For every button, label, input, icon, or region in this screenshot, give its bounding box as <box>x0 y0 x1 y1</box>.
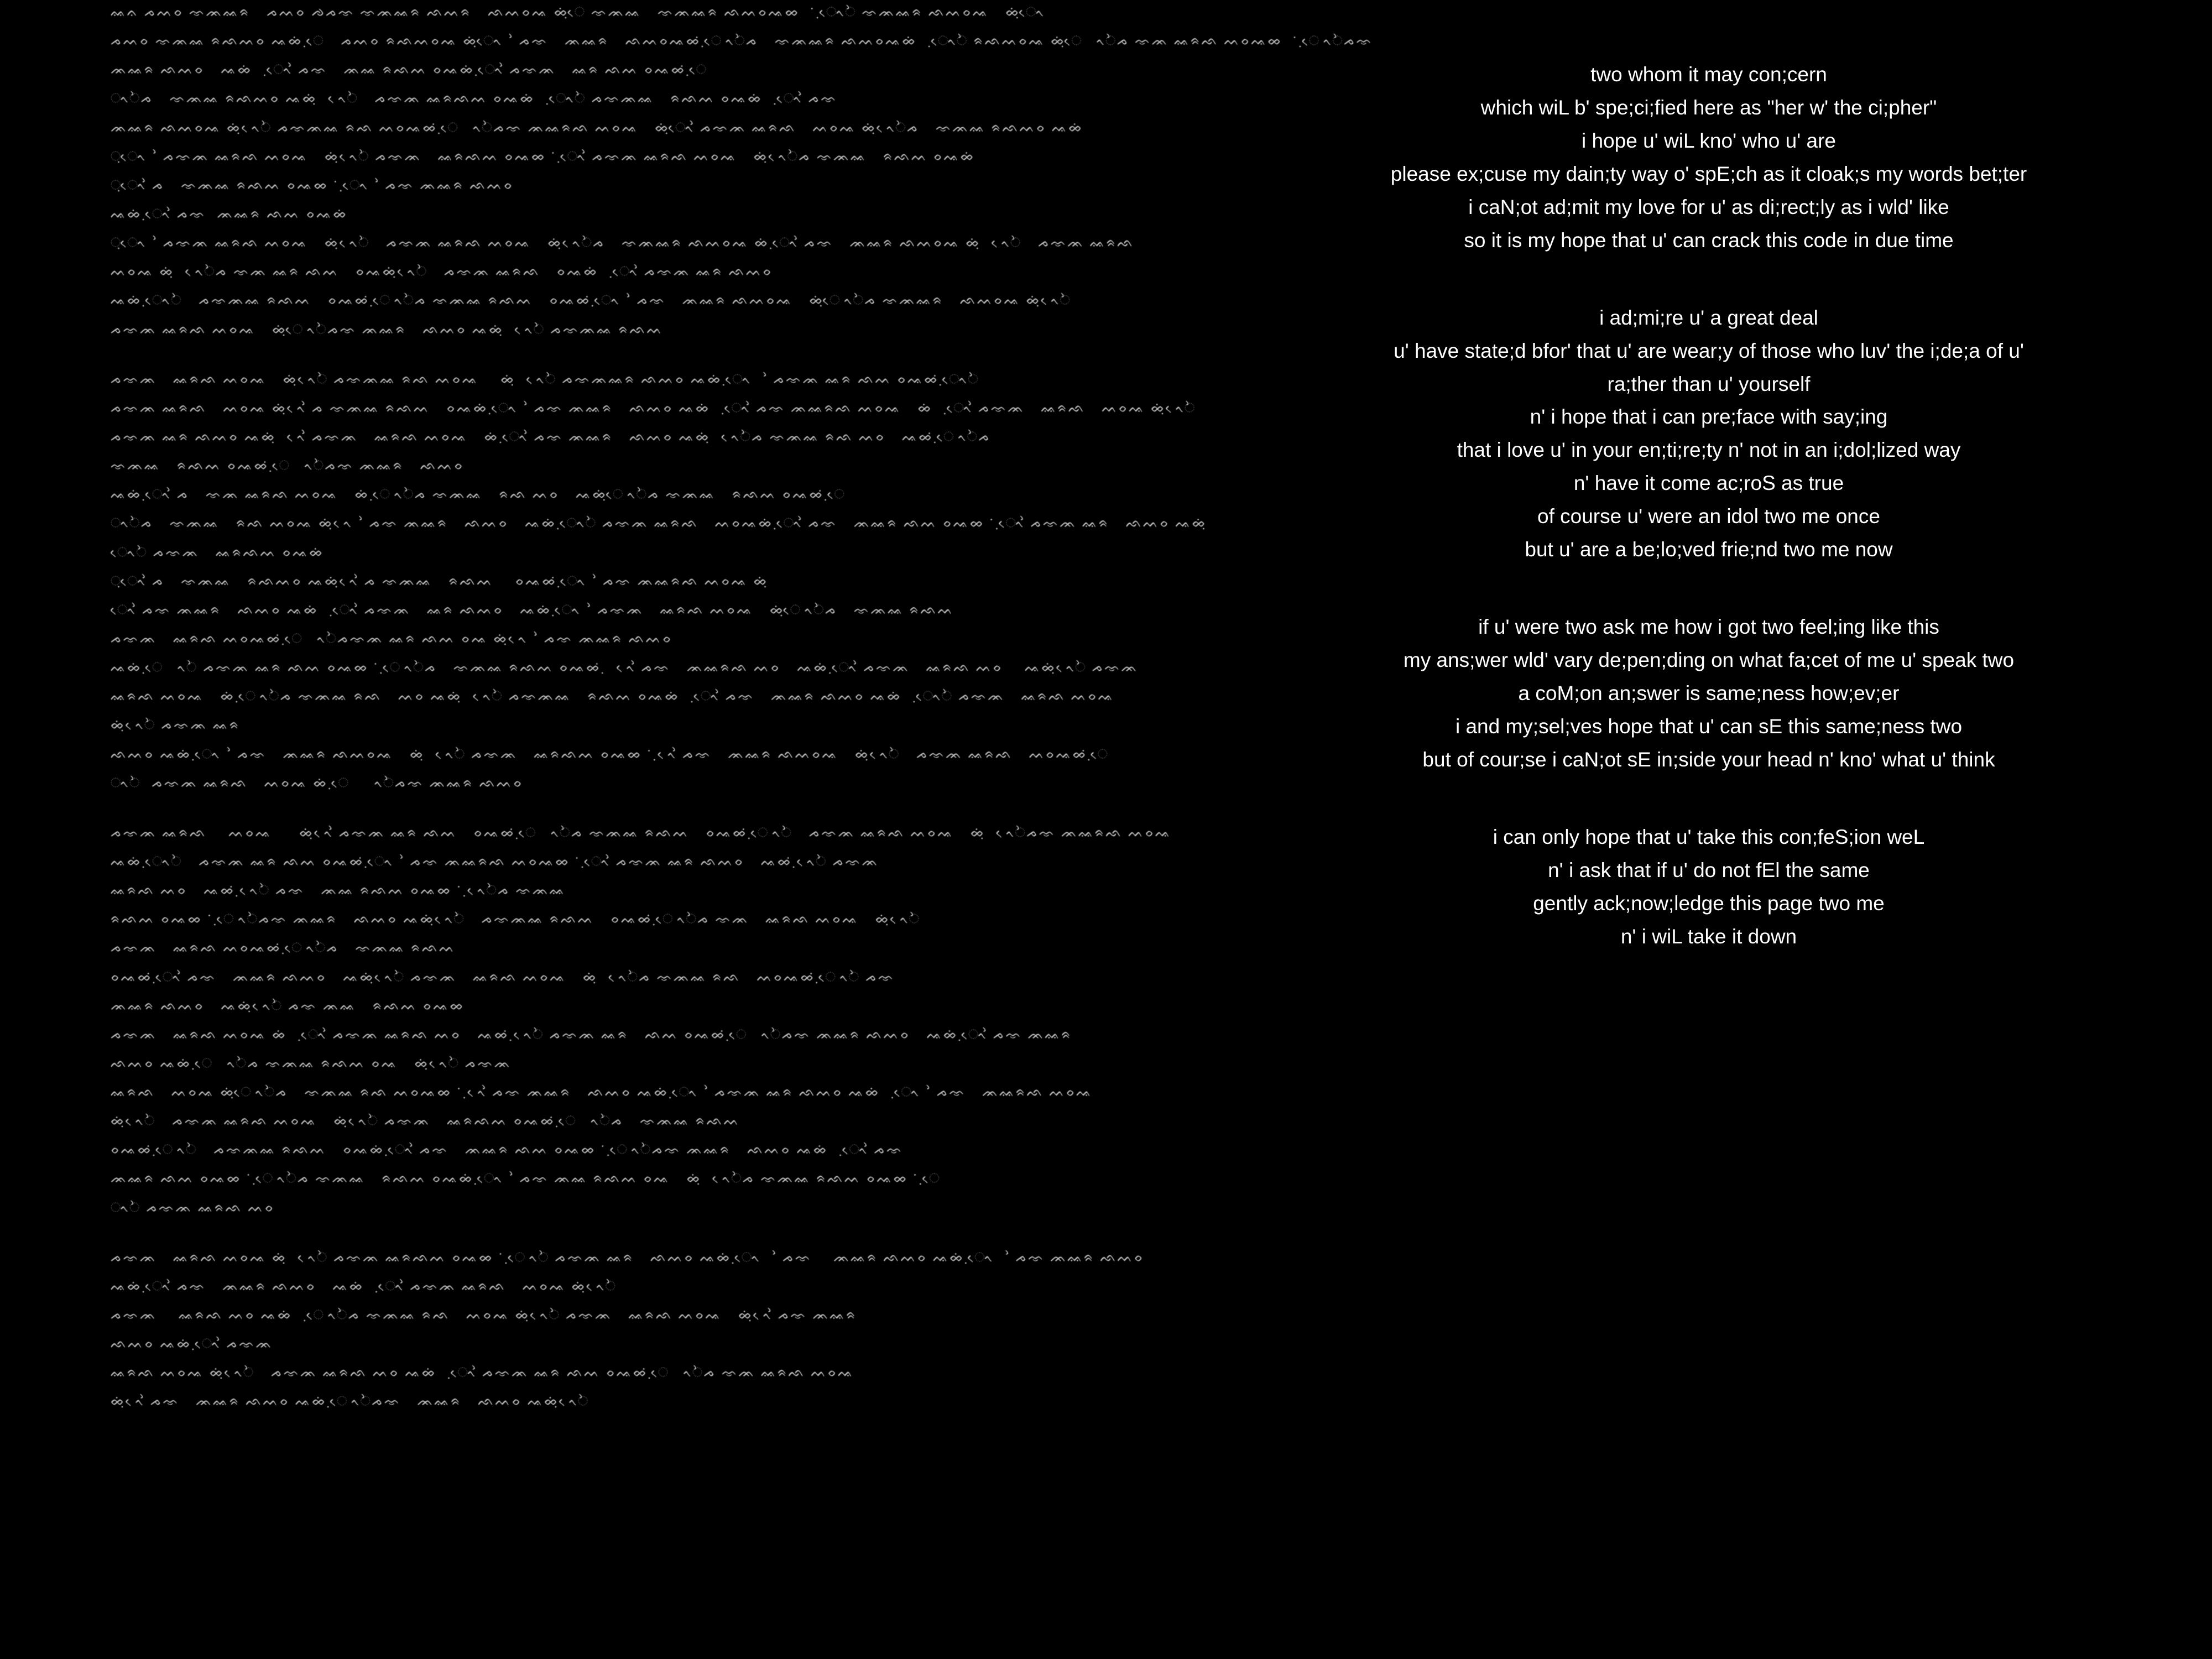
cipher-block <box>111 373 1327 790</box>
letter-stanza <box>1371 821 2046 953</box>
cipher-line: ᨍᨎᨏ ᨐᨑᨒ ᨓᨔᨕ ᨖᨘᨗ ᨙᨚᨛ ᨍᨎᨏᨐ ᨑᨒ ᨓᨔᨕ ᨖᨘᨗ ᨙᨚᨛ ᨍᨎᨏᨐᨑ ᨒᨓᨔ ᨕᨖᨗ ᨘᨙᨚ ᨛᨍᨎᨏ ᨐᨑ ᨒᨓ ᨔᨕᨖ ᨘᨗᨙᨚᨛ <box>111 372 980 387</box>
cipher-line: ᨍᨎᨏ ᨐᨑᨒ ᨓᨔᨕ ᨖᨘᨗ ᨙᨚ ᨛᨍ ᨎᨏᨐ ᨑᨒᨓ ᨔᨕᨖᨗ ᨘᨙᨚ ᨛᨍᨎ ᨏᨐᨑ ᨒᨓᨔ ᨕᨖᨗ ᨘᨙᨚ ᨛᨍᨎ ᨏᨐᨑᨒ ᨓᨔᨕ ᨖᨗ ᨘᨙᨚ ᨛᨍᨎᨏ ᨐᨑᨒ ᨓᨔᨕ ᨖᨘᨗ ᨙᨚᨛ <box>111 400 1196 415</box>
cipher-line: ᨒᨓᨔ ᨕᨖᨗ ᨘᨙᨚ ᨛᨍᨎᨏ <box>111 1337 273 1352</box>
letter-line: which wiL b' spe;ci;fied here as "her w' the ci;pher" <box>1480 96 1937 119</box>
letter-stanza <box>1371 58 2046 257</box>
cipher-line: ᨚᨛ ᨍᨎᨏ ᨐᨑᨒ ᨓᨔ <box>111 1200 275 1215</box>
cipher-line: ᨕᨖᨗ ᨘᨙᨚᨛ ᨍᨎᨏ ᨐᨑ ᨒᨓ ᨔᨕᨖ ᨘᨗᨙᨚ ᨛᨍᨎ ᨏᨐᨑᨒ ᨓᨔᨕᨖ ᨘᨗᨙᨚ ᨛᨍᨎᨏ ᨐᨑ ᨒᨓᨔ ᨕᨖ ᨘᨗ ᨙᨚᨛ ᨍᨎᨏ <box>111 854 879 869</box>
letter-line: that i love u' in your en;ti;re;ty n' not in an i;dol;lized way <box>1457 439 1961 462</box>
letter-line: of course u' were an idol two me once <box>1537 505 1880 528</box>
cipher-line: ᨐᨑᨒ ᨓᨔ ᨕᨖ ᨘᨗ ᨙᨚᨛ ᨍᨎ ᨏᨐ ᨑᨒᨓ ᨔᨕᨖ ᨘᨗ ᨙᨚᨛᨍ ᨎᨏᨐ <box>111 883 566 898</box>
cipher-line: ᨐᨑᨒ ᨓᨔᨕ ᨖᨘᨗᨙ ᨚᨛᨍ ᨎᨏᨐ ᨑᨒ ᨓᨔᨕᨖ ᨘᨗ ᨙᨚ ᨛᨍᨎ ᨏᨐᨑ ᨒᨓᨔ ᨕᨖᨗ ᨘᨙᨚ ᨛᨍᨎᨏ ᨐᨑ ᨒᨓᨔ ᨕᨖᨗ ᨘᨙᨚ ᨛᨍᨎ ᨏᨐᨑᨒ ᨓᨔᨕ <box>111 1085 1093 1100</box>
cipher-line: ᨕᨖᨗ ᨘᨙᨚ ᨛᨍ ᨎᨏ ᨐᨑᨒ ᨓᨔᨕ ᨖᨗ ᨘᨙ ᨚᨛᨍ ᨎᨏᨐ ᨑᨒ ᨓᨔ ᨕᨖᨘᨗᨙ ᨚᨛᨍ ᨎᨏᨐ ᨑᨒᨓ ᨔᨕᨖ ᨘᨗᨙ <box>111 487 846 502</box>
letter-line: a coM;on an;swer is same;ness how;ev;er <box>1518 682 1900 705</box>
cipher-line: ᨓᨔᨕ ᨖᨘᨗ ᨙᨚᨛᨍ ᨎᨏ ᨐᨑ ᨒᨓ ᨔᨕᨖᨘᨗ ᨙᨚᨛ ᨍᨎᨏ ᨐᨑᨒ ᨔᨕᨖᨗ ᨘᨙᨚ ᨛᨍᨎᨏ ᨐᨑ ᨒᨓᨔ <box>111 264 773 279</box>
letter-line: if u' were two ask me how i got two feel;ing like this <box>1478 615 1939 639</box>
cipher-line: ᨖᨘᨗ ᨙᨚᨛ ᨍᨎᨏ ᨐᨑᨒ ᨓᨔᨕ ᨖᨘᨗ ᨙᨚᨛ ᨍᨎᨏ ᨐᨑᨒᨓ ᨔᨕᨖ ᨘᨗᨙ ᨚᨛᨍ ᨎᨏᨐ ᨑᨒᨓ <box>111 1114 740 1129</box>
letter-line: i hope u' wiL kno' who u' are <box>1582 129 1836 152</box>
cipher-line: ᨐᨑᨒ ᨓᨔᨕ ᨖᨘᨗ ᨙᨚᨛ ᨍᨎᨏ ᨐᨑᨒ ᨓᨔ ᨕᨖᨗ ᨘᨙᨚ ᨛᨍᨎᨏ ᨐᨑ ᨒᨓ ᨔᨕᨖ ᨘᨗᨙ ᨚᨛᨍ ᨎᨏ ᨐᨑᨒ ᨓᨔᨕ <box>111 1365 855 1380</box>
letter-stanza <box>1371 301 2046 567</box>
cipher-line: ᨕᨖᨗ ᨘᨙ ᨚᨛ ᨍᨎᨏ ᨐᨑ ᨒᨓ ᨔᨕᨖ ᨘᨗᨙ ᨚᨛᨍ ᨎᨏᨐ ᨑᨒᨓ ᨔᨕᨖ ᨘᨗ ᨙᨚ ᨛᨍᨎ ᨏᨐᨑᨒ ᨓᨔ ᨕᨖᨗ ᨘᨙᨚ ᨛᨍᨎᨏ ᨐᨑᨒ ᨓᨔ ᨕᨖᨘᨗ ᨙᨚᨛ ᨍᨎᨏ <box>111 660 1139 675</box>
cipher-line: ᨍᨎᨏ ᨐᨑᨒ ᨓᨔᨕ ᨖᨘᨗ ᨙᨚ ᨛᨍᨎᨏ ᨐᨑ ᨒᨓ ᨔᨕᨖ ᨘᨗᨙ ᨚᨛᨍ ᨎᨏᨐ ᨑᨒᨓ ᨔᨕᨖ ᨘᨗᨙ ᨚᨛ ᨍᨎᨏ ᨐᨑᨒ ᨓᨔᨕ ᨖᨘᨗ ᨙᨚᨛᨍᨎ ᨏᨐᨑᨒ ᨓᨔᨕ <box>111 825 1172 840</box>
cipher-block <box>111 5 1373 337</box>
cipher-line: ᨍᨓᨔ ᨎᨏᨐ ᨑᨒᨓᨔ ᨕᨖᨗ ᨘᨙ ᨍᨓᨔ ᨑᨒᨓᨔᨕ ᨖᨘᨗᨙᨚ ᨛᨍᨎ ᨏᨐᨑ ᨒᨓᨔᨕᨖ ᨘᨗᨙ ᨚᨛᨍ ᨎᨏᨐᨑ ᨒᨓᨔᨕᨖᨗ ᨘᨙᨚᨛ ᨑᨒᨓᨔᨕ ᨖᨘᨗᨙ ᨚᨛᨍ ᨎᨏ ᨐᨑᨒ ᨓᨔᨕᨖ ᨘᨗᨙ ᨚᨛᨍᨎ <box>111 34 1373 49</box>
cipher-line: ᨏᨐᨑ ᨒᨓᨔ ᨕᨖᨘᨗ ᨙᨚᨛ ᨍᨎ ᨏᨐ ᨑᨒᨓ ᨔᨕᨖ <box>111 998 465 1013</box>
cipher-line: ᨏᨐᨑ ᨒᨓ ᨔᨕᨖ ᨘᨗᨙ ᨚᨛᨍ ᨎᨏᨐ ᨑᨒᨓ ᨔᨕᨖᨗ ᨘᨙᨚ ᨛᨍᨎ ᨏᨐ ᨑᨒᨓ ᨔᨕ ᨖᨘᨗ ᨙᨚᨛᨍ ᨎᨏᨐ ᨑᨒᨓ ᨔᨕᨖ ᨘᨗᨙ <box>111 1171 941 1186</box>
letter-line: n' i wiL take it down <box>1620 925 1797 948</box>
cipher-line: ᨙᨚᨛ ᨍᨎᨏ ᨐᨑᨒᨓ ᨔᨕᨖᨗ <box>111 545 325 560</box>
letter-line: please ex;cuse my dain;ty way o' spE;ch as it cloak;s my words bet;ter <box>1390 162 2027 185</box>
cipher-line: ᨑᨒᨓ ᨔᨕᨖ ᨘᨗᨙ ᨚᨛᨍᨎ ᨏᨐᨑ ᨒᨓᨔ ᨕᨖᨘᨗ ᨙᨚᨛ ᨍᨎᨏᨐ ᨑᨒᨓ ᨔᨕᨖ ᨘᨗᨙ ᨚᨛᨍ ᨎᨏ ᨐᨑᨒ ᨓᨔᨕ ᨖᨘᨗ ᨙᨚᨛ <box>111 912 921 927</box>
letter-line: ra;ther than u' yourself <box>1607 372 1811 395</box>
letter-line: n' have it come ac;roS as true <box>1573 472 1844 495</box>
letter-line: i caN;ot ad;mit my love for u' as di;rect;ly as i wld' like <box>1468 195 1949 218</box>
cipher-line: ᨚᨛᨍ ᨎᨏᨐ ᨑᨒᨓᨔ ᨕᨖᨘᨗ ᨙᨚᨛ ᨍᨎᨏ ᨐᨑᨒᨓ ᨔᨕᨖᨗ ᨘᨙᨚᨛ ᨍᨎᨏᨐ ᨑᨒᨓ ᨔᨕᨖᨗ ᨘᨙᨚ ᨛᨍᨎ <box>111 91 838 106</box>
cipher-line: ᨍᨎᨏ ᨐᨑᨒ ᨓᨔᨕ ᨖᨘᨗ ᨙᨚᨛ ᨍᨎᨏ ᨐᨑᨒᨓ ᨔᨕᨖ ᨘᨗᨙ ᨚᨛ ᨍᨎᨏ ᨐᨑ ᨒᨓᨔ ᨕᨖᨗ ᨘᨙᨚ ᨛᨍᨎ ᨏᨐᨑ ᨒᨓᨔ ᨕᨖᨗ ᨘᨙᨚ ᨛᨍᨎ ᨏᨐᨑ ᨒᨓᨔ <box>111 1250 1145 1265</box>
letter-line: gently ack;now;ledge this page two me <box>1533 891 1885 915</box>
letter-line: n' i hope that i can pre;face with say;ing <box>1530 405 1888 429</box>
cipher-line: ᨍᨎᨏ ᨐᨑᨒ ᨓᨔᨕ ᨖᨗ ᨘᨙᨚ ᨛᨍᨎᨏ ᨐᨑᨒ ᨓᨔ ᨕᨖ ᨘᨗ ᨙᨚᨛ ᨍᨎᨏ ᨐᨑ ᨒᨓ ᨔᨕᨖ ᨘᨗᨙ ᨚᨛᨍᨎ ᨏᨐᨑ ᨒᨓᨔ ᨕᨖᨗ ᨘᨙᨚ ᨛᨍᨎ ᨏᨐᨑ <box>111 1027 1072 1042</box>
cipher-line: ᨏᨐᨑ ᨒᨓᨔᨕ ᨖᨘᨗ ᨙᨚᨛ ᨍᨎᨏᨐ ᨑᨒ ᨓᨔᨕᨖ ᨘᨗᨙ ᨚᨛᨍᨎ ᨏᨐᨑᨒ ᨓᨔᨕ ᨖᨘᨗᨙᨚ ᨛᨍᨎᨏ ᨐᨑᨒ ᨓᨔᨕ ᨖᨘᨗ ᨙᨚᨛᨍ ᨎᨏᨐ ᨑᨒᨓᨔ ᨕᨖᨗ <box>111 120 1084 135</box>
letter-line: so it is my hope that u' can crack this code in due time <box>1464 228 1954 252</box>
cipher-line: ᨐᨊ ᨍᨓᨔ ᨎᨏᨐᨑ ᨍᨓᨔ ᨌᨍᨎ ᨎᨏᨐᨑ ᨒᨓᨑ ᨒᨓᨔᨕ ᨖᨘᨗᨙ ᨎᨏᨐ ᨎᨏᨐᨑ ᨒᨓᨔᨕᨖ ᨘᨗᨙᨚᨛ ᨎᨏᨐᨑ ᨒᨓᨔᨕ ᨖᨘᨗᨙᨚ <box>111 5 1046 19</box>
cipher-line: ᨘᨙᨚ ᨛᨍᨎᨏ ᨐᨑᨒ ᨓᨔᨕ ᨖᨘᨗ ᨙᨚᨛ ᨍᨎᨏ ᨐᨑᨒᨓ ᨔᨕᨖ ᨘᨗᨙᨚ ᨛᨍᨎᨏ ᨐᨑᨒ ᨓᨔᨕ ᨖᨘᨗ ᨙᨚᨛᨍ ᨎᨏᨐ ᨑᨒᨓ ᨔᨕᨖᨗ <box>111 149 975 164</box>
letter-stanza <box>1371 611 2046 776</box>
cipher-line: ᨍᨎᨏ ᨐᨑᨒ ᨓᨔ ᨕᨖᨗ ᨘᨙ ᨚᨛᨍ ᨎᨏᨐ ᨑᨒ ᨓᨔᨕ ᨖᨘᨗ ᨙᨚᨛ ᨍᨎᨏ ᨐᨑᨒ ᨓᨔᨕ ᨖᨘᨗ ᨙᨚ ᨛᨍᨎ ᨏᨐᨑ <box>111 1308 857 1323</box>
cipher-line: ᨕᨖᨗ ᨘᨙᨚ ᨛᨍᨎ ᨏᨐᨑ ᨒᨓ ᨔᨕᨖᨗ <box>111 206 348 221</box>
cipher-line: ᨐᨑᨒ ᨓᨔᨕ ᨖᨗ ᨘᨙ ᨚᨛᨍ ᨎᨏᨐ ᨑᨒ ᨓᨔ ᨕᨖᨘᨗ ᨙᨚᨛ ᨍᨎᨏᨐ ᨑᨒᨓ ᨔᨕᨖᨗ ᨘᨙᨚ ᨛᨍᨎ ᨏᨐᨑ ᨒᨓᨔ ᨕᨖᨗ ᨘᨙᨚᨛ ᨍᨎᨏ ᨐᨑᨒ ᨓᨔᨕ <box>111 689 1115 704</box>
cipher-line: ᨔᨕᨖ ᨘᨗᨙᨚ ᨛᨍᨎ ᨏᨐᨑ ᨒᨓᨔ ᨕᨖᨘᨗ ᨙᨚᨛ ᨍᨎᨏ ᨐᨑᨒ ᨓᨔᨕ ᨖᨘᨗ ᨙᨚᨛᨍ ᨎᨏᨐ ᨑᨒ ᨓᨔᨕᨖ ᨘᨗᨙ ᨚᨛ ᨍᨎ <box>111 969 895 984</box>
cipher-line: ᨘᨙᨚ ᨛᨍᨎᨏ ᨐᨑᨒ ᨓᨔᨕ ᨖᨘᨗ ᨙᨚᨛ ᨍᨎᨏ ᨐᨑᨒ ᨓᨔᨕ ᨖᨘᨗ ᨙᨚᨛᨍ ᨎᨏᨐᨑ ᨒᨓᨔᨕ ᨖᨗ ᨘᨙᨚ ᨛᨍᨎ ᨏᨐᨑ ᨒᨓᨔᨕ ᨖᨘᨗ ᨙᨚᨛ ᨍᨎᨏ ᨐᨑᨒ <box>111 236 1135 251</box>
letter-line: n' i ask that if u' do not fEl the same <box>1548 858 1870 881</box>
cipher-block <box>111 826 1327 1214</box>
letter-line: two whom it may con;cern <box>1590 63 1827 86</box>
cipher-line: ᨕᨖᨗ ᨘᨙᨚᨛ ᨍᨎᨏᨐ ᨑᨒᨓ ᨔᨕᨖ ᨘᨗᨙ ᨚᨛᨍ ᨎᨏᨐ ᨑᨒᨓ ᨔᨕᨖ ᨘᨗᨙᨚ ᨛᨍᨎ ᨏᨐᨑ ᨒᨓᨔᨕ ᨖᨘᨗᨙ ᨚᨛᨍ ᨎᨏᨐᨑ ᨒᨓᨔᨕ ᨖᨘᨗ ᨙᨚᨛ <box>111 293 1072 308</box>
cipher-line: ᨙᨚ ᨛᨍᨎ ᨏᨐᨑ ᨒᨓᨔ ᨕᨖᨗ ᨘᨙᨚ ᨛᨍᨎᨏ ᨐᨑ ᨒᨓᨔ ᨕᨖᨗ ᨘᨙᨚ ᨛᨍᨎᨏ ᨐᨑᨒ ᨓᨔᨕ ᨖᨘᨗᨙ ᨚᨛᨍ ᨎᨏᨐ ᨑᨒᨓ <box>111 602 954 617</box>
cipher-line: ᨏᨐᨑ ᨒᨓᨔ ᨕᨖᨗ ᨘᨙᨚ ᨛᨍᨎ ᨏᨐ ᨑᨒᨓ ᨔᨕᨖᨗ ᨘᨙᨚ ᨛᨍᨎᨏ ᨐᨑ ᨒᨓ ᨔᨕᨖ ᨘᨗᨙ <box>111 62 708 77</box>
cipher-line: ᨖᨘᨗ ᨙᨚᨛ ᨍᨎᨏ ᨐᨑ <box>111 718 241 733</box>
letter-line: i and my;sel;ves hope that u' can sE this same;ness two <box>1455 714 1963 738</box>
cipher-line: ᨍᨎᨏ ᨐᨑᨒ ᨓᨔᨕ ᨖᨘᨗᨙ ᨚᨛᨍᨎ ᨏᨐᨑ ᨒᨓᨔ ᨕᨖᨘᨗ ᨙᨚᨛ ᨍᨎᨏᨐ ᨑᨒᨓ <box>111 322 664 337</box>
letter-line: but of cour;se i caN;ot sE in;side your head n' kno' what u' think <box>1422 748 1995 771</box>
cipher-line: ᨎᨏᨐ ᨑᨒᨓ ᨔᨕᨖ ᨘᨗᨙ ᨚᨛᨍᨎ ᨏᨐᨑ ᨒᨓᨔ <box>111 458 465 473</box>
cipher-line: ᨍᨎᨏ ᨐᨑᨒ ᨓᨔᨕᨖ ᨘᨗᨙ ᨚᨛᨍᨎᨏ ᨐᨑ ᨒᨓ ᨔᨕ ᨖᨘᨗ ᨙᨚ ᨛᨍᨎ ᨏᨐᨑ ᨒᨓᨔ <box>111 631 673 646</box>
letter-line: my ans;wer wld' vary de;pen;ding on what fa;cet of me u' speak two <box>1403 649 2015 672</box>
cipher-line: ᨘᨙᨚ ᨛᨍ ᨎᨏᨐ ᨑᨒᨓᨔ ᨕᨖᨘᨗ ᨙᨚ ᨛᨍ ᨎᨏᨐ ᨑᨒᨓ ᨔᨕᨖ ᨘᨗᨙᨚ ᨛᨍᨎ ᨏᨐᨑᨒ ᨓᨔᨕ ᨖᨘᨗ <box>111 573 769 588</box>
cipher-line: ᨖᨘᨗ ᨙᨚ ᨛᨍᨎ ᨏᨐᨑ ᨒᨓᨔ ᨕᨖᨗ ᨘᨙ ᨚᨛᨍᨎ ᨏᨐᨑ ᨒᨓᨔ ᨕᨖᨘᨗ ᨙᨚᨛ <box>111 1394 589 1409</box>
cipher-line: ᨕᨖᨗ ᨘᨙᨚ ᨛᨍᨎ ᨏᨐᨑ ᨒᨓᨔ ᨕᨖᨗ ᨘᨙᨚ ᨛᨍᨎᨏ ᨐᨑᨒ ᨓᨔᨕ ᨖᨘᨗ ᨙᨚᨛ <box>111 1279 617 1293</box>
letter-line: i can only hope that u' take this con;feS;ion weL <box>1493 825 1925 848</box>
cipher-block <box>111 1251 1327 1408</box>
letter-line: u' have state;d bfor' that u' are wear;y of those who luv' the i;de;a of u' <box>1394 339 2024 362</box>
cipher-line: ᨚᨛ ᨍᨎᨏ ᨐᨑᨒ ᨓᨔᨕ ᨖᨗ ᨘᨙ ᨚᨛᨍᨎ ᨏᨐᨑ ᨒᨓᨔ <box>111 775 524 790</box>
cipher-line: ᨘᨙᨚ ᨛᨍ ᨎᨏᨐ ᨑᨒᨓ ᨔᨕᨖ ᨘᨗᨙᨚ ᨛᨍᨎ ᨏᨐᨑ ᨒᨓᨔ <box>111 178 514 192</box>
cipher-line: ᨍᨎᨏ ᨐᨑ ᨒᨓᨔ ᨕᨖᨘᨗ ᨙᨚ ᨛᨍᨎᨏ ᨐᨑᨒ ᨓᨔᨕ ᨖᨗ ᨘᨙᨚ ᨛᨍᨎ ᨏᨐᨑ ᨒᨓᨔ ᨕᨖᨘᨗ ᨙᨚᨛᨍ ᨎᨏᨐ ᨑᨒ ᨓᨔ ᨕᨖ ᨘᨗᨙ ᨚᨛᨍ <box>111 429 992 444</box>
letter-line: i ad;mi;re u' a great deal <box>1599 306 1818 329</box>
cipher-line: ᨒᨓᨔ ᨕᨖᨗ ᨘᨙ ᨚᨛᨍ ᨎᨏᨐ ᨑᨒᨓ ᨔᨕ ᨖᨘᨗ ᨙᨚᨛ ᨍᨎᨏ <box>111 1056 512 1071</box>
cipher-line: ᨍᨎᨏ ᨐᨑᨒ ᨓᨔᨕᨖ ᨘᨗᨙ ᨚᨛᨍ ᨎᨏᨐ ᨑᨒᨓ <box>111 941 456 956</box>
letter-column <box>1327 0 2212 1659</box>
letter-line: but u' are a be;lo;ved frie;nd two me now <box>1525 538 1893 561</box>
cipher-line: ᨚᨛᨍ ᨎᨏᨐ ᨑᨒ ᨓᨔᨕ ᨖᨘᨗ ᨙᨚ ᨛᨍᨎ ᨏᨐᨑ ᨒᨓᨔ ᨕᨖᨗ ᨘᨙᨚᨛ ᨍᨎᨏ ᨐᨑᨒ ᨓᨔᨕᨖᨗ ᨘᨙᨚ ᨛᨍᨎ ᨏᨐᨑ ᨒᨓ ᨔᨕᨖ ᨘᨗᨙᨚ ᨛᨍᨎᨏ ᨐᨑ ᨒᨓᨔ ᨕᨖᨘᨗ <box>111 516 1207 531</box>
cipher-line: ᨔᨕᨖ ᨘᨗᨙ ᨚᨛ ᨍᨎᨏᨐ ᨑᨒᨓ ᨔᨕᨖᨗ ᨘᨙᨚ ᨛᨍᨎ ᨏᨐᨑ ᨒᨓ ᨔᨕᨖ ᨘᨗᨙ ᨚᨛᨍᨎ ᨏᨐᨑ ᨒᨓᨔ ᨕᨖᨗ ᨘᨙᨚ ᨛᨍᨎ <box>111 1142 904 1157</box>
cipher-line: ᨒᨓᨔ ᨕᨖᨗ ᨘᨙᨚ ᨛᨍᨎ ᨏᨐᨑ ᨒᨓᨔᨕ ᨖᨘᨗ ᨙᨚᨛ ᨍᨎᨏ ᨐᨑᨒᨓ ᨔᨕᨖ ᨘᨗ ᨙᨚ ᨛᨍᨎ ᨏᨐᨑ ᨒᨓᨔᨕ ᨖᨘᨗ ᨙᨚᨛ ᨍᨎᨏ ᨐᨑᨒ ᨓᨔᨕᨖ ᨘᨗᨙ <box>111 747 1109 761</box>
